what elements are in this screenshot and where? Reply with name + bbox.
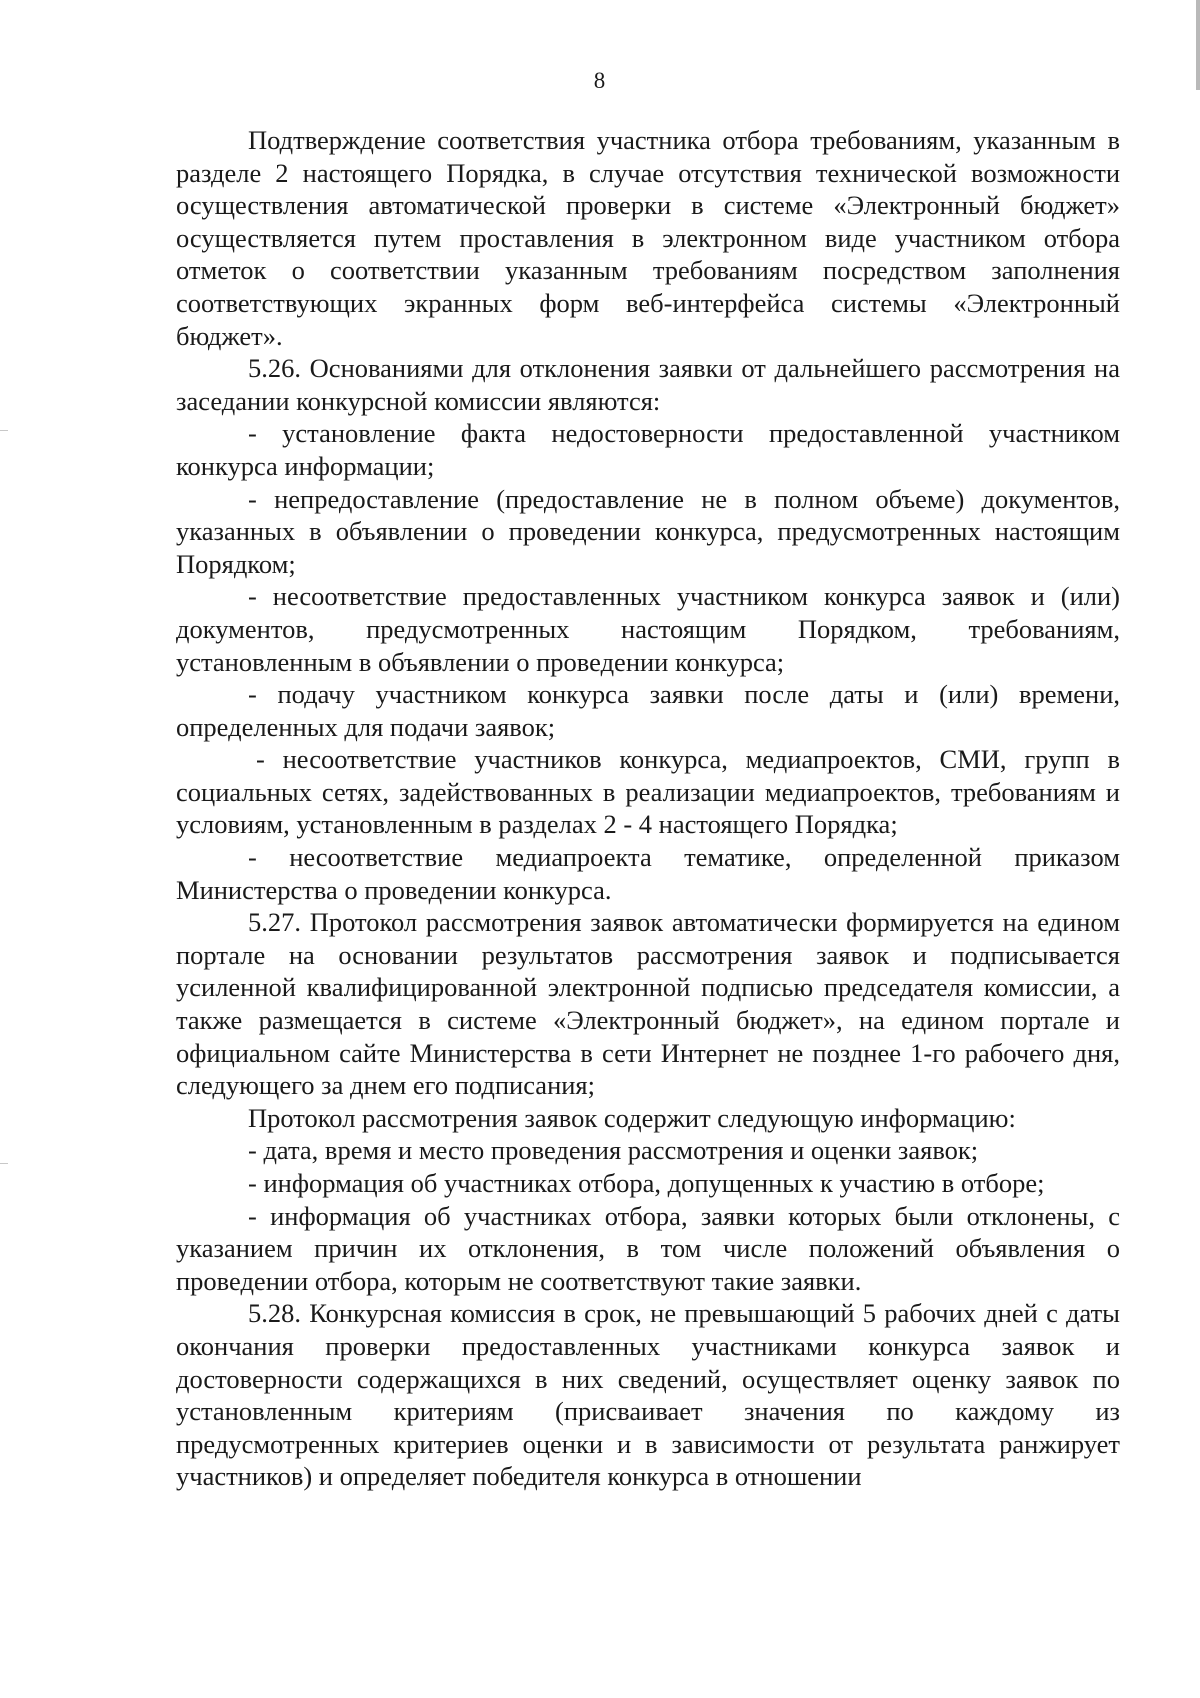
list-item-topic-mismatch: - несоответствие медиапроекта тематике, определенной приказом Министерства о проведении конкурса. [176,842,1120,905]
list-item-late-submission: - подачу участником конкурса заявки после даты и (или) времени, определенных для подачи заявок; [176,679,1120,742]
list-item-nonconforming-application: - несоответствие предоставленных участником конкурса заявок и (или) документов, предусмотренных настоящим Порядком, требованиям, установленным в объявлении о проведении конкурса; [176,581,1120,677]
list-item-admitted-participants: - информация об участниках отбора, допущенных к участию в отборе; [248,1168,1045,1198]
list-item-missing-documents: - непредоставление (предоставление не в полном объеме) документов, указанных в объявлении о проведении конкурса, предусмотренных настоящим Порядком; [176,483,1120,579]
list-item-false-information: - установление факта недостоверности предоставленной участником конкурса информации; [176,418,1120,481]
paragraph-confirmation: Подтверждение соответствия участника отбора требованиям, указанным в разделе 2 настоящего Порядка, в случае отсутствия технической возможности осуществления автоматической проверки в системе «Электронный бюджет» осуществляется путем проставления в электронном виде участником отбора отметок о соответствии указанным требованиям посредством заполнения соответствующих экранных форм веб-интерфейса системы «Электронный бюджет». [176,125,1120,351]
scan-margin-mark [0,430,8,431]
list-item-nonconforming-participants: - несоответствие участников конкурса, медиапроектов, СМИ, групп в социальных сетях, задействованных в реализации медиапроектов, требованиям и условиям, установленным в разделах 2 - 4 настоящего Порядка; [176,744,1120,840]
paragraph-5-26-heading: 5.26. Основаниями для отклонения заявки от дальнейшего рассмотрения на заседании конкурсной комиссии являются: [176,353,1120,416]
list-item-rejected-participants: - информация об участниках отбора, заявки которых были отклонены, с указанием причин их отклонения, в том числе положений объявления о проведении отбора, которым не соответствуют такие заявки. [176,1200,1120,1296]
paragraph-5-28-evaluation: 5.28. Конкурсная комиссия в срок, не превышающий 5 рабочих дней с даты окончания проверки предоставленных участниками конкурса заявок и достоверности содержащихся в них сведений, осуществляет оценку заявок по установленным критериям (присваивает значения по каждому из предусмотренных критериев оценки и в зависимости от результата ранжирует участников) и определяет победителя конкурса в отношении [176,1298,1120,1492]
paragraph-protocol-contents: Протокол рассмотрения заявок содержит следующую информацию: [248,1102,1016,1133]
list-item-date-time-place: - дата, время и место проведения рассмотрения и оценки заявок; [248,1135,979,1166]
document-body [176,124,1120,1493]
paragraph-5-27-protocol: 5.27. Протокол рассмотрения заявок автоматически формируется на едином портале на основании результатов рассмотрения заявок и подписывается усиленной квалифицированной электронной подписью председателя комиссии, а также размещается в системе «Электронный бюджет», на едином портале и официальном сайте Министерства в сети Интернет не позднее 1-го рабочего дня, следующего за днем его подписания; [176,907,1120,1101]
page-number: 8 [593,68,607,93]
scan-margin-mark [0,1163,8,1164]
